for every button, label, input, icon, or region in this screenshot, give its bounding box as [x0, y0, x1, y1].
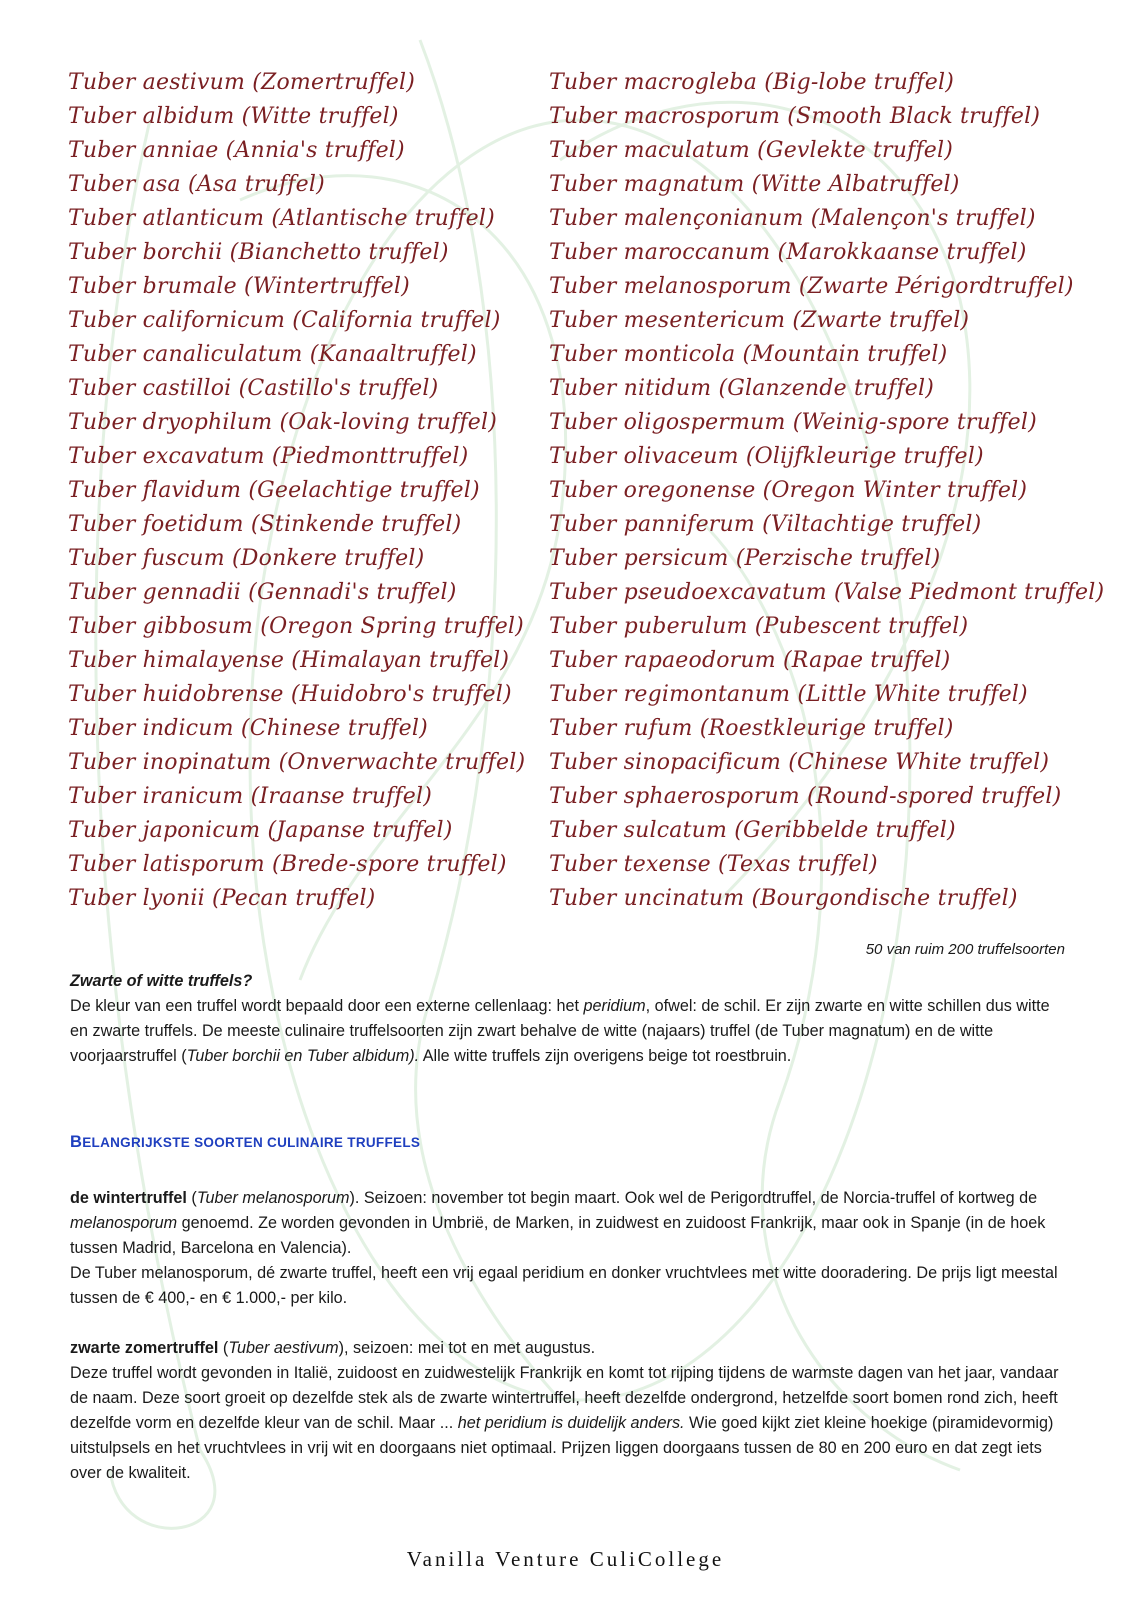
heading-rest: ELANGRIJKSTE SOORTEN CULINAIRE TRUFFELS [82, 1135, 421, 1150]
species-item: Tuber castilloi (Castillo's truffel) [68, 376, 439, 401]
species-item: Tuber melanosporum (Zwarte Périgordtruffel) [549, 274, 1074, 299]
species-item: Tuber gibbosum (Oregon Spring truffel) [68, 614, 524, 639]
latin-name: melanosporum [70, 1214, 178, 1232]
zomertruffel-section [70, 1336, 1062, 1486]
body-text: ( [218, 1339, 229, 1357]
species-item: Tuber texense (Texas truffel) [549, 852, 878, 877]
truffle-species-list-right [549, 66, 1104, 916]
body-text: ), seizoen: mei tot en met augustus. [338, 1339, 596, 1357]
wintertruffel-description: De Tuber melanosporum, dé zwarte truffel, heeft een vrij egaal peridium en donker vruchtvlees met witte dooradering. De prijs ligt meestal tussen de € 400,- en € 1.000,- per kilo. [70, 1264, 1058, 1307]
zomertruffel-paragraph [70, 1336, 1062, 1361]
section-title: Zwarte of witte truffels? [70, 972, 253, 990]
body-text: Wie goed kijkt ziet kleine hoekige (piramidevormig) uitstulpsels en het vruchtvlees in vrij wit en doorgaans niet optimaal. Prijzen liggen doorgaans tussen de 80 en 200 euro en dat zegt iets over de kwaliteit. [70, 1414, 1054, 1482]
species-item: Tuber indicum (Chinese truffel) [68, 716, 428, 741]
zomertruffel-description [70, 1361, 1062, 1486]
species-item: Tuber aestivum (Zomertruffel) [68, 70, 415, 95]
species-item: Tuber magnatum (Witte Albatruffel) [549, 172, 960, 197]
species-item: Tuber maroccanum (Marokkaanse truffel) [549, 240, 1027, 265]
species-item: Tuber pseudoexcavatum (Valse Piedmont truffel) [549, 580, 1105, 605]
species-item: Tuber persicum (Perzische truffel) [549, 546, 941, 571]
body-text: ). Seizoen: november tot begin maart. Ook wel de Perigordtruffel, de Norcia-truffel of kortweg de [349, 1189, 1038, 1207]
species-item: Tuber borchii (Bianchetto truffel) [68, 240, 449, 265]
species-item: Tuber himalayense (Himalayan truffel) [68, 648, 510, 673]
body-text: genoemd. Ze worden gevonden in Umbrië, de Marken, in zuidwest en zuidoost Frankrijk, maar ook in Spanje (in de hoek tussen Madrid, Barcelona en Valencia). [70, 1214, 1046, 1257]
truffle-name: zwarte zomertruffel [70, 1339, 219, 1357]
species-item: Tuber nitidum (Glanzende truffel) [549, 376, 935, 401]
species-item: Tuber mesentericum (Zwarte truffel) [549, 308, 970, 333]
wintertruffel-paragraph [70, 1186, 1062, 1261]
species-item: Tuber sulcatum (Geribbelde truffel) [549, 818, 956, 843]
species-item: Tuber latisporum (Brede-spore truffel) [68, 852, 507, 877]
species-item: Tuber iranicum (Iraanse truffel) [68, 784, 433, 809]
species-item: Tuber atlanticum (Atlantische truffel) [68, 206, 495, 231]
wintertruffel-section [70, 1186, 1062, 1311]
species-item: Tuber asa (Asa truffel) [68, 172, 325, 197]
species-item: Tuber rapaeodorum (Rapae truffel) [549, 648, 951, 673]
black-or-white-section [70, 969, 1062, 1069]
species-item: Tuber dryophilum (Oak-loving truffel) [68, 410, 498, 435]
species-item: Tuber puberulum (Pubescent truffel) [549, 614, 969, 639]
species-item: Tuber albidum (Witte truffel) [68, 104, 399, 129]
species-item: Tuber monticola (Mountain truffel) [549, 342, 948, 367]
species-count-caption: 50 van ruim 200 truffelsoorten [865, 941, 1065, 958]
species-item: Tuber sinopacificum (Chinese White truffel) [549, 750, 1050, 775]
body-text-italic: het peridium is duidelijk anders. [457, 1414, 685, 1432]
species-item: Tuber canaliculatum (Kanaaltruffel) [68, 342, 477, 367]
species-item: Tuber lyonii (Pecan truffel) [68, 886, 376, 911]
latin-name: Tuber melanosporum [196, 1189, 350, 1207]
species-item: Tuber malençonianum (Malençon's truffel) [549, 206, 1036, 231]
species-item: Tuber macrosporum (Smooth Black truffel) [549, 104, 1041, 129]
body-text: , ofwel: de schil. Er zijn zwarte en witte schillen dus witte en zwarte truffels. De meeste culinaire truffelsoorten zijn zwart behalve de witte (najaars) truffel (de Tuber magnatum) en de witte voorjaarstruffel ( [70, 997, 1050, 1065]
species-item: Tuber brumale (Wintertruffel) [68, 274, 410, 299]
species-item: Tuber excavatum (Piedmonttruffel) [68, 444, 469, 469]
species-item: Tuber sphaerosporum (Round-spored truffel) [549, 784, 1062, 809]
species-item: Tuber californicum (California truffel) [68, 308, 501, 333]
latin-name: Tuber aestivum [228, 1339, 339, 1357]
species-item: Tuber foetidum (Stinkende truffel) [68, 512, 462, 537]
species-item: Tuber rufum (Roestkleurige truffel) [549, 716, 954, 741]
species-item: Tuber maculatum (Gevlekte truffel) [549, 138, 954, 163]
heading-initial: B [70, 1133, 83, 1151]
species-item: Tuber macrogleba (Big-lobe truffel) [549, 70, 954, 95]
species-item: Tuber regimontanum (Little White truffel) [549, 682, 1028, 707]
section-heading [70, 1133, 420, 1152]
species-item: Tuber oregonense (Oregon Winter truffel) [549, 478, 1028, 503]
species-item: Tuber flavidum (Geelachtige truffel) [68, 478, 480, 503]
body-text: Alle witte truffels zijn overigens beige tot roestbruin. [419, 1047, 792, 1065]
body-text: Deze truffel wordt gevonden in Italië, zuidoost en zuidwestelijk Frankrijk en komt tot rijping tijdens de warmste dagen van het jaar, vandaar de naam. Deze soort groeit op dezelfde stek als de zwarte wintertruffel, heeft dezelfde ondergrond, hetzelfde soort bomen rond zich, heeft dezelfde vorm en dezelfde kleur van de schil. Maar ... [70, 1364, 1059, 1432]
body-text-italic: peridium [583, 997, 646, 1015]
species-item: Tuber fuscum (Donkere truffel) [68, 546, 425, 571]
section-body [70, 994, 1062, 1069]
species-item: Tuber japonicum (Japanse truffel) [68, 818, 453, 843]
species-item: Tuber gennadii (Gennadi's truffel) [68, 580, 457, 605]
species-item: Tuber panniferum (Viltachtige truffel) [549, 512, 982, 537]
truffle-name: de wintertruffel [70, 1189, 187, 1207]
truffle-species-list-left [68, 66, 525, 916]
species-item: Tuber oligospermum (Weinig-spore truffel) [549, 410, 1037, 435]
species-item: Tuber olivaceum (Olijfkleurige truffel) [549, 444, 984, 469]
species-item: Tuber huidobrense (Huidobro's truffel) [68, 682, 512, 707]
body-text-italic: Tuber borchii en Tuber albidum). [186, 1047, 420, 1065]
page-footer: Vanilla Venture CuliCollege [406, 1547, 725, 1571]
species-item: Tuber inopinatum (Onverwachte truffel) [68, 750, 526, 775]
species-item: Tuber anniae (Annia's truffel) [68, 138, 405, 163]
species-item: Tuber uncinatum (Bourgondische truffel) [549, 886, 1018, 911]
body-text: De kleur van een truffel wordt bepaald door een externe cellenlaag: het [70, 997, 584, 1015]
body-text: ( [186, 1189, 197, 1207]
